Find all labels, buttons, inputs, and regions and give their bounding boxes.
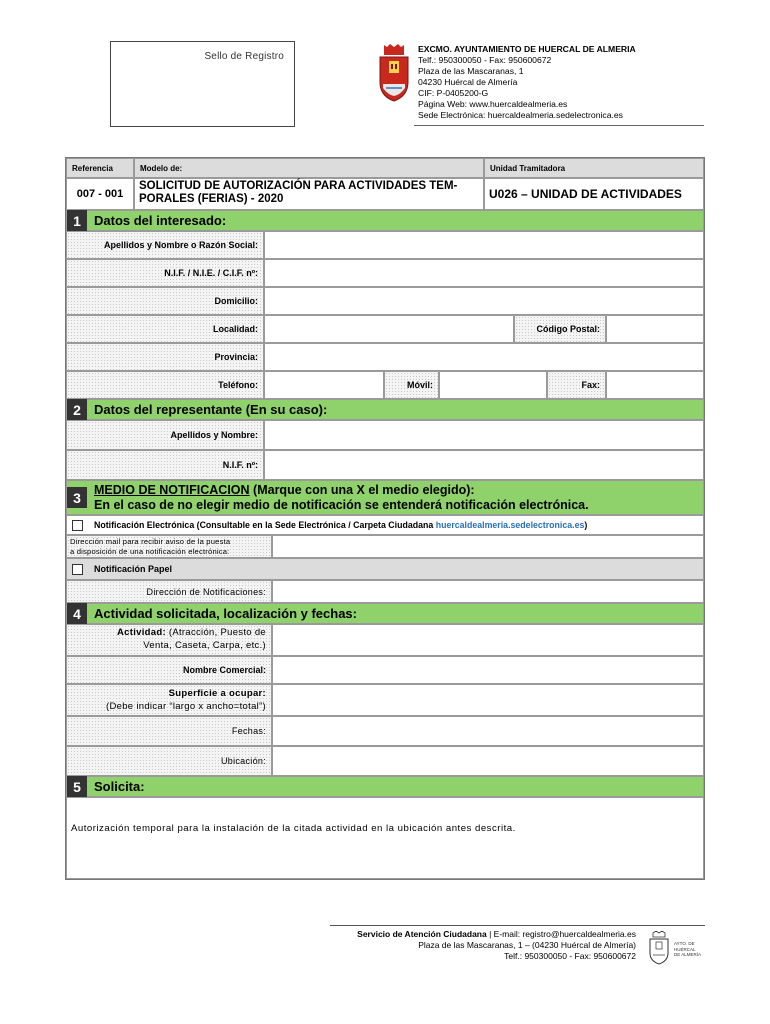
activity-label-hint-line2: Venta, Caseta, Carpa, etc.) [143, 640, 266, 651]
section-2-title: Datos del representante (En su caso): [94, 402, 328, 417]
org-postal: 04230 Huércal de Almería [418, 77, 518, 87]
org-phone: Telf.: 950300050 - Fax: 950600672 [418, 55, 552, 65]
electronic-notification-text [94, 520, 587, 530]
applicant-name-field[interactable] [264, 231, 704, 259]
postal-code-field[interactable] [606, 315, 704, 343]
section-1-header [66, 210, 704, 231]
postal-code-label: Código Postal: [514, 315, 606, 343]
phone-label: Teléfono: [66, 371, 264, 399]
reference-header: Referencia [66, 158, 134, 178]
unit-header: Unidad Tramitadora [484, 158, 704, 178]
footer-logo-line3: DE ALMERÍA [674, 952, 702, 957]
section-3-title-underlined: MEDIO DE NOTIFICACION [94, 483, 250, 497]
activity-label-bold: Actividad: [116, 627, 166, 638]
reference-value: 007 - 001 [66, 178, 134, 210]
paper-notification-label: Notificación Papel [94, 564, 173, 574]
town-label: Localidad: [66, 315, 264, 343]
section-2-number: 2 [67, 399, 87, 420]
section-1-title: Datos del interesado: [94, 213, 227, 228]
commercial-name-label: Nombre Comercial: [66, 656, 272, 684]
notification-address-label: Dirección de Notificaciones: [66, 580, 272, 603]
unit-value: U026 – UNIDAD DE ACTIVIDADES [484, 178, 704, 210]
org-website: Página Web: www.huercaldealmeria.es [418, 99, 568, 109]
section-3-title-rest: (Marque con una X el medio elegido): [249, 483, 475, 497]
paper-notification-checkbox[interactable] [72, 564, 83, 575]
org-e-office: Sede Electrónica: huercaldealmeria.sedelectronica.es [418, 110, 623, 120]
section-3-number: 3 [67, 487, 87, 508]
notification-email-label-line1: Dirección mail para recibir aviso de la puesta [70, 537, 231, 546]
section-3-subtitle: En el caso de no elegir medio de notificación se entenderá notificación electrónica. [94, 498, 589, 512]
org-cif: CIF: P-0405200-G [418, 88, 489, 98]
section-3-header [66, 480, 704, 515]
footer-service-name: Servicio de Atención Ciudadana [357, 929, 487, 939]
electronic-notification-checkbox[interactable] [72, 520, 83, 531]
section-5-header [66, 776, 704, 797]
activity-label-hint: (Atracción, Puesto de [165, 627, 266, 638]
commercial-name-field[interactable] [272, 656, 704, 684]
dates-field[interactable] [272, 716, 704, 746]
footer-logo-text [674, 941, 701, 958]
section-3-title [94, 483, 589, 513]
town-field[interactable] [264, 315, 514, 343]
section-5-title: Solicita: [94, 779, 145, 794]
surface-label [66, 684, 272, 716]
footer-logo-line2: HUÉRCAL [674, 946, 696, 952]
surface-label-hint: (Debe indicar “largo x ancho=total”) [106, 701, 266, 712]
organization-name: EXCMO. AYUNTAMIENTO DE HUERCAL DE ALMERIA [418, 44, 636, 54]
section-1-number: 1 [67, 210, 87, 231]
applicant-nif-field[interactable] [264, 259, 704, 287]
address-field[interactable] [264, 287, 704, 315]
section-2-header [66, 399, 704, 420]
dates-label: Fechas: [66, 716, 272, 746]
footer-phone: Telf.: 950300050 - Fax: 950600672 [504, 951, 636, 961]
footer-email: | E-mail: registro@huercaldealmeria.es [486, 929, 636, 939]
header-divider [414, 125, 704, 126]
electronic-notification-row [66, 515, 704, 535]
province-label: Provincia: [66, 343, 264, 371]
location-label: Ubicación: [66, 746, 272, 776]
notification-email-label-line2: a disposición de una notificación electrónica: [70, 547, 230, 556]
model-header: Modelo de: [134, 158, 484, 178]
paper-notification-row [66, 558, 704, 580]
location-field[interactable] [272, 746, 704, 776]
province-field[interactable] [264, 343, 704, 371]
phone-field[interactable] [264, 371, 384, 399]
electronic-notification-close: ) [584, 520, 588, 530]
town-crest-icon [378, 44, 410, 104]
section-4-number: 4 [67, 603, 87, 624]
activity-field[interactable] [272, 624, 704, 656]
notification-email-label [66, 535, 272, 558]
notification-email-field[interactable] [272, 535, 704, 558]
surface-label-bold: Superficie a ocupar: [168, 688, 266, 699]
surface-field[interactable] [272, 684, 704, 716]
e-office-link[interactable]: huercaldealmeria.sedelectronica.es [435, 520, 585, 530]
representative-name-label: Apellidos y Nombre: [66, 420, 264, 450]
organization-info [418, 44, 703, 121]
request-text-area[interactable] [66, 797, 704, 879]
electronic-notification-label: Notificación Electrónica (Consultable en la Sede Electrónica / Carpeta Ciudadana [94, 520, 436, 530]
representative-name-field[interactable] [264, 420, 704, 450]
fax-field[interactable] [606, 371, 704, 399]
request-text: Autorización temporal para la instalación de la citada actividad en la ubicación antes descrita. [71, 823, 516, 834]
footer-logo [648, 931, 706, 965]
representative-nif-label: N.I.F. nº: [66, 450, 264, 480]
section-4-header [66, 603, 704, 624]
applicant-nif-label: N.I.F. / N.I.E. / C.I.F. nº: [66, 259, 264, 287]
section-4-title: Actividad solicitada, localización y fechas: [94, 606, 357, 621]
application-form [65, 157, 705, 880]
org-address: Plaza de las Mascaranas, 1 [418, 66, 524, 76]
stamp-label: Sello de Registro [204, 51, 284, 62]
mobile-label: Móvil: [384, 371, 439, 399]
notification-address-field[interactable] [272, 580, 704, 603]
representative-nif-field[interactable] [264, 450, 704, 480]
mobile-field[interactable] [439, 371, 547, 399]
registration-stamp-box [110, 41, 295, 127]
model-value: SOLICITUD DE AUTORIZACIÓN PARA ACTIVIDADES TEM-PORALES (FERIAS) - 2020 [134, 178, 484, 210]
footer-logo-line1: AYTO. DE [674, 941, 695, 946]
fax-label: Fax: [547, 371, 606, 399]
footer-address: Plaza de las Mascaranas, 1 – (04230 Huércal de Almería) [418, 940, 636, 950]
footer-crest-icon [648, 931, 670, 965]
footer-contact [330, 929, 636, 962]
section-5-number: 5 [67, 776, 87, 797]
footer-divider [330, 925, 705, 926]
activity-label [66, 624, 272, 656]
address-label: Domicilio: [66, 287, 264, 315]
applicant-name-label: Apellidos y Nombre o Razón Social: [66, 231, 264, 259]
